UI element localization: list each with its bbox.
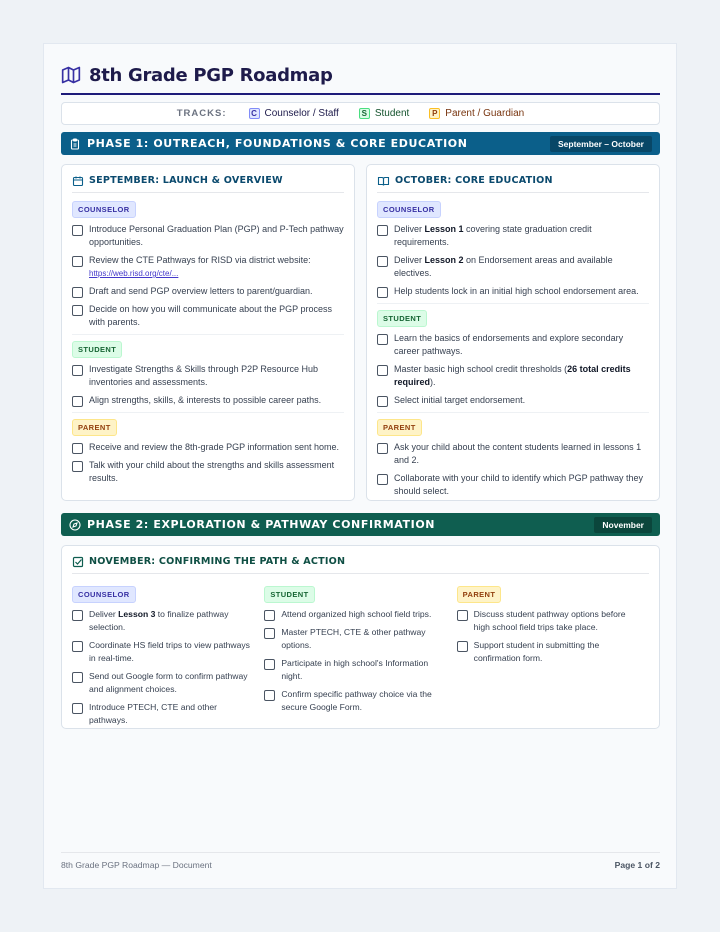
checklist-item[interactable]: Receive and review the 8th-grade PGP information sent home. xyxy=(72,441,344,454)
checklist-item[interactable]: Confirm specific pathway choice via the secure Google Form. xyxy=(264,688,448,714)
title-bar xyxy=(61,61,660,95)
checklist-item[interactable]: Coordinate HS field trips to view pathways in real-time. xyxy=(72,639,256,665)
clipboard-icon xyxy=(69,138,81,150)
parent-badge: PARENT xyxy=(457,586,502,603)
checklist-item[interactable]: Learn the basics of endorsements and explore secondary career pathways. xyxy=(377,332,649,358)
checklist-item[interactable]: Help students lock in an initial high school endorsement area. xyxy=(377,285,649,298)
checkbox[interactable] xyxy=(72,672,83,683)
phase-2-date: November xyxy=(594,517,652,533)
september-title: SEPTEMBER: LAUNCH & OVERVIEW xyxy=(89,175,283,186)
student-badge: STUDENT xyxy=(377,310,427,327)
checklist-item[interactable]: Decide on how you will communicate about the PGP process with parents. xyxy=(72,303,344,329)
checklist-item[interactable]: Review the CTE Pathways for RISD via district website: https://web.risd.org/cte/... xyxy=(72,254,344,280)
checkbox-checked-icon xyxy=(72,556,84,568)
checklist-item[interactable]: Ask your child about the content students learned in lessons 1 and 2. xyxy=(377,441,649,467)
page-number: Page 1 of 2 xyxy=(614,860,660,870)
checkbox[interactable] xyxy=(72,256,83,267)
calendar-icon xyxy=(72,175,84,187)
checklist-item[interactable]: Introduce PTECH, CTE and other pathways. xyxy=(72,701,256,727)
counselor-badge: COUNSELOR xyxy=(72,586,136,603)
checkbox[interactable] xyxy=(72,396,83,407)
checkbox[interactable] xyxy=(72,225,83,236)
parent-badge: PARENT xyxy=(72,419,117,436)
counselor-badge: COUNSELOR xyxy=(377,201,441,218)
student-badge: STUDENT xyxy=(264,586,314,603)
counselor-badge: COUNSELOR xyxy=(72,201,136,218)
checkbox[interactable] xyxy=(377,365,388,376)
counselor-column xyxy=(72,580,264,732)
track-counselor xyxy=(249,108,339,119)
divider xyxy=(72,334,344,335)
track-student-label: Student xyxy=(374,108,410,119)
phase-1-date: September – October xyxy=(550,136,652,152)
checkbox[interactable] xyxy=(264,628,275,639)
checkbox[interactable] xyxy=(377,474,388,485)
checkbox[interactable] xyxy=(377,443,388,454)
checkbox[interactable] xyxy=(457,641,468,652)
checkbox[interactable] xyxy=(457,610,468,621)
checklist-item[interactable]: Master PTECH, CTE & other pathway options. xyxy=(264,626,448,652)
checklist-item[interactable]: Participate in high school's Information night. xyxy=(264,657,448,683)
checklist-item[interactable]: Introduce Personal Graduation Plan (PGP) and P-Tech pathway opportunities. xyxy=(72,223,344,249)
checkbox[interactable] xyxy=(377,396,388,407)
counselor-chip: C xyxy=(249,108,260,119)
checkbox[interactable] xyxy=(377,334,388,345)
october-card xyxy=(366,164,660,501)
checklist-item[interactable]: Investigate Strengths & Skills through P2P Resource Hub inventories and assessments. xyxy=(72,363,344,389)
checkbox[interactable] xyxy=(377,256,388,267)
map-icon xyxy=(61,65,81,85)
checklist-item[interactable]: Attend organized high school field trips. xyxy=(264,608,448,621)
tracks-legend xyxy=(61,102,660,125)
checkbox[interactable] xyxy=(72,641,83,652)
parent-badge: PARENT xyxy=(377,419,422,436)
checklist-item[interactable]: Send out Google form to confirm pathway and alignment choices. xyxy=(72,670,256,696)
checklist-item[interactable]: Master basic high school credit thresholds (26 total credits required). xyxy=(377,363,649,389)
checklist-item[interactable]: Deliver Lesson 3 to finalize pathway selection. xyxy=(72,608,256,634)
checkbox[interactable] xyxy=(264,610,275,621)
checklist-item[interactable]: Align strengths, skills, & interests to possible career paths. xyxy=(72,394,344,407)
checkbox[interactable] xyxy=(264,690,275,701)
track-parent-label: Parent / Guardian xyxy=(445,108,525,119)
checklist-item[interactable]: Draft and send PGP overview letters to parent/guardian. xyxy=(72,285,344,298)
checkbox[interactable] xyxy=(72,305,83,316)
checklist-item[interactable]: Select initial target endorsement. xyxy=(377,394,649,407)
checklist-item[interactable]: Deliver Lesson 2 on Endorsement areas and available electives. xyxy=(377,254,649,280)
november-title: NOVEMBER: CONFIRMING THE PATH & ACTION xyxy=(89,556,346,567)
checkbox[interactable] xyxy=(377,287,388,298)
divider xyxy=(377,412,649,413)
phase-1-title: PHASE 1: OUTREACH, FOUNDATIONS & CORE EDUCATION xyxy=(87,137,468,150)
document-page xyxy=(43,43,677,889)
september-header xyxy=(72,173,344,193)
checklist-item[interactable]: Collaborate with your child to identify which PGP pathway they should select. xyxy=(377,472,649,498)
october-title: OCTOBER: CORE EDUCATION xyxy=(395,175,553,186)
checklist-item[interactable]: Support student in submitting the confirmation form. xyxy=(457,639,641,665)
cte-link[interactable]: https://web.risd.org/cte/... xyxy=(89,269,179,278)
checkbox[interactable] xyxy=(72,365,83,376)
checklist-item[interactable]: Deliver Lesson 1 covering state graduation credit requirements. xyxy=(377,223,649,249)
tracks-label: TRACKS: xyxy=(176,108,227,119)
book-open-icon xyxy=(377,175,390,187)
checkbox[interactable] xyxy=(72,443,83,454)
track-counselor-label: Counselor / Staff xyxy=(264,108,339,119)
footer-doc-name: 8th Grade PGP Roadmap — Document xyxy=(61,860,212,870)
checkbox[interactable] xyxy=(72,610,83,621)
track-student xyxy=(359,108,409,119)
phase-1-header xyxy=(61,132,660,155)
checkbox[interactable] xyxy=(72,461,83,472)
parent-chip: P xyxy=(429,108,440,119)
checklist-item[interactable]: Discuss student pathway options before high school field trips take place. xyxy=(457,608,641,634)
september-card xyxy=(61,164,355,501)
checkbox[interactable] xyxy=(377,225,388,236)
october-header xyxy=(377,173,649,193)
student-badge: STUDENT xyxy=(72,341,122,358)
divider xyxy=(377,303,649,304)
student-column xyxy=(264,580,456,732)
page-title: 8th Grade PGP Roadmap xyxy=(89,64,333,86)
compass-icon xyxy=(69,519,81,531)
student-chip: S xyxy=(359,108,370,119)
divider xyxy=(72,412,344,413)
november-columns xyxy=(72,580,649,732)
phase-2-header xyxy=(61,513,660,536)
checklist-item[interactable]: Talk with your child about the strengths and skills assessment results. xyxy=(72,459,344,485)
phase-2-title: PHASE 2: EXPLORATION & PATHWAY CONFIRMATION xyxy=(87,518,436,531)
checkbox[interactable] xyxy=(72,703,83,714)
page-footer xyxy=(61,852,660,870)
november-header xyxy=(72,554,649,574)
checkbox[interactable] xyxy=(264,659,275,670)
parent-column xyxy=(457,580,649,732)
november-card xyxy=(61,545,660,729)
track-parent xyxy=(429,108,524,119)
checkbox[interactable] xyxy=(72,287,83,298)
